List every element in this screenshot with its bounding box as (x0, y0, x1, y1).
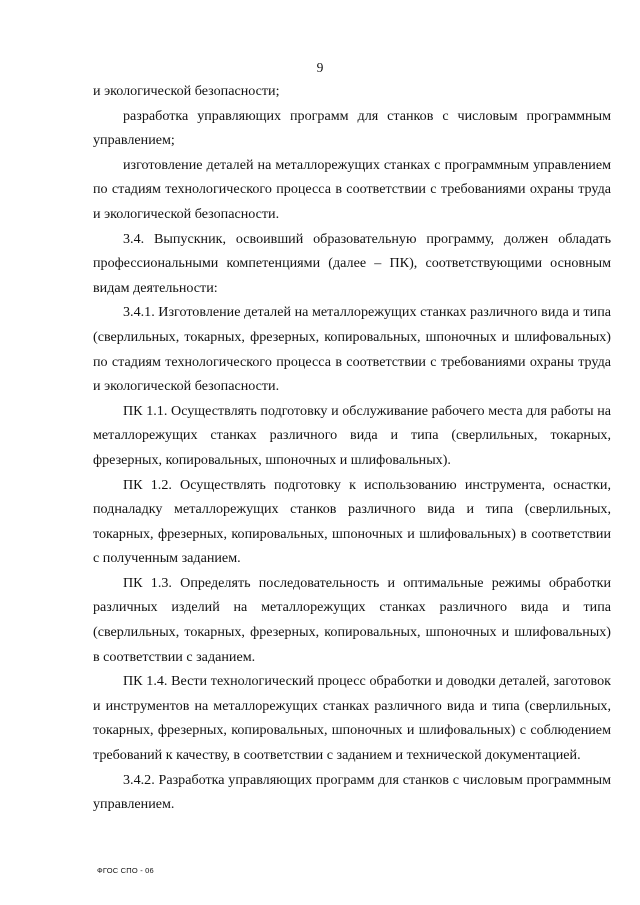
paragraph-pk-1-3: ПК 1.3. Определять последовательность и оптимальные режимы обработки различных изделий на металлорежущих станках различного вида и типа (сверлильных, токарных, фрезерных, копировальных, шпоночных и шлифовальных) в соответствии с заданием. (93, 574, 611, 665)
page-number: 9 (316, 60, 324, 75)
paragraph-continuation: и экологической безопасности; (93, 83, 280, 99)
paragraph-pk-1-4: ПК 1.4. Вести технологический процесс обработки и доводки деталей, заготовок и инструментов на металлорежущих станках различного вида и типа (сверлильных, токарных, фрезерных, копировальных, шпоночных и шлифовальных) с соблюдением требований к качеству, в соответствии с заданием и технической документацией. (93, 673, 611, 764)
paragraph-section-3-4-1: 3.4.1. Изготовление деталей на металлорежущих станках различного вида и типа (сверлильных, токарных, фрезерных, копировальных, шпоночных и шлифовальных) по стадиям технологического процесса в соответствии с требованиями охраны труда и экологической безопасности. (93, 304, 611, 395)
document-body (93, 79, 611, 817)
paragraph-pk-1-2: ПК 1.2. Осуществлять подготовку к использованию инструмента, оснастки, подналадку металлорежущих станков различного вида и типа (сверлильных, токарных, фрезерных, копировальных, шпоночных и шлифовальных) в соответствии с полученным заданием. (93, 476, 611, 567)
paragraph-activity-program-development: разработка управляющих программ для станков с числовым программным управлением; (93, 107, 611, 149)
paragraph-pk-1-1: ПК 1.1. Осуществлять подготовку и обслуживание рабочего места для работы на металлорежущих станках различного вида и типа (сверлильных, токарных, фрезерных, копировальных, шпоночных и шлифовальных). (93, 402, 611, 468)
paragraph-section-3-4-2: 3.4.2. Разработка управляющих программ для станков с числовым программным управлением. (93, 771, 611, 813)
page-footer: ФГОС СПО - 06 (97, 866, 154, 875)
paragraph-section-3-4: 3.4. Выпускник, освоивший образовательную программу, должен обладать профессиональными компетенциями (далее – ПК), соответствующими основным видам деятельности: (93, 230, 611, 296)
paragraph-activity-part-manufacturing: изготовление деталей на металлорежущих станках с программным управлением по стадиям технологического процесса в соответствии с требованиями охраны труда и экологической безопасности. (93, 156, 611, 222)
